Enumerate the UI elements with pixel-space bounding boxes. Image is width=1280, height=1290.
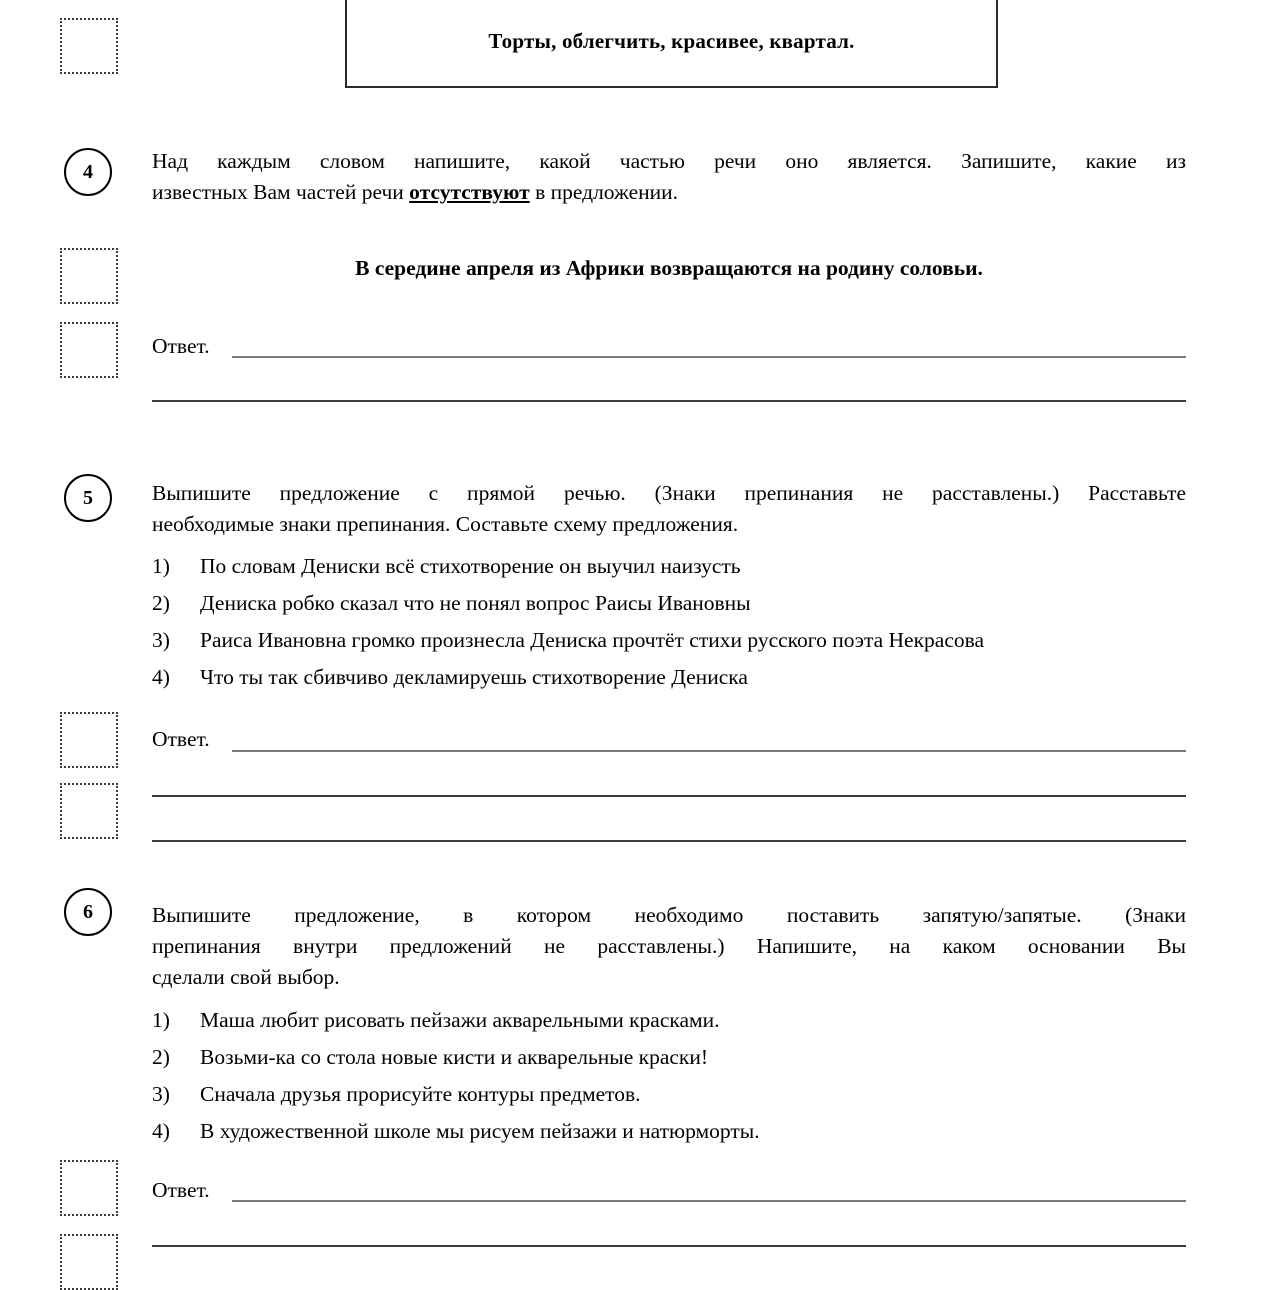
task-4-prompt-line-1: Над каждым словом напишите, какой частью речи оно является. Запишите, какие из [152, 149, 1186, 173]
framed-sentence-text: Торты, облегчить, красивее, квартал. [488, 28, 855, 53]
task-6-option-3[interactable] [152, 1076, 1186, 1113]
task-5-option-1-number: 1) [152, 554, 170, 578]
task-4-prompt-line-2-before: известных Вам частей речи [152, 180, 410, 204]
task-5-option-2[interactable] [152, 585, 1186, 622]
task-6-prompt-line-2: препинания внутри предложений не расставлены.) Напишите, на каком основании Вы [152, 934, 1186, 958]
task-6-option-4[interactable] [152, 1113, 1186, 1150]
task-5-option-3-text: Раиса Ивановна громко произнесла Дениска прочтёт стихи русского поэта Некрасова [200, 628, 985, 652]
task-5-option-1-text: По словам Дениски всё стихотворение он выучил наизусть [200, 554, 741, 578]
task-number-6 [64, 888, 112, 936]
framed-sentence-box [345, 0, 998, 88]
task-6-option-4-text: В художественной школе мы рисуем пейзажи и натюрморты. [200, 1119, 760, 1143]
task-6-option-4-number: 4) [152, 1119, 170, 1143]
task-6-prompt-line-3: сделали свой выбор. [152, 965, 340, 989]
task-5-option-list [152, 548, 1186, 696]
task-5-answer-line-3[interactable] [152, 840, 1186, 842]
task-6-prompt [152, 900, 1186, 993]
score-box-top[interactable] [60, 18, 118, 74]
task-4-prompt-emphasis: отсутствуют [409, 180, 530, 204]
score-box-task4-a[interactable] [60, 248, 118, 304]
task-5-option-4-number: 4) [152, 665, 170, 689]
task-4-answer-line-2[interactable] [152, 400, 1186, 402]
score-box-task5-a[interactable] [60, 712, 118, 768]
task-6-answer-line-1[interactable] [232, 1200, 1186, 1202]
task-4-prompt-line-2-after: в предложении. [529, 180, 679, 204]
task-number-6-label: 6 [83, 900, 93, 923]
task-6-option-1-number: 1) [152, 1008, 170, 1032]
task-5-option-3-number: 3) [152, 628, 170, 652]
task-6-option-3-number: 3) [152, 1082, 170, 1106]
task-5-answer-label: Ответ. [152, 727, 210, 751]
task-6-option-3-text: Сначала друзья прорисуйте контуры предметов. [200, 1082, 641, 1106]
task-4-answer-line-1[interactable] [232, 356, 1186, 358]
task-number-4 [64, 148, 112, 196]
task-6-option-2[interactable] [152, 1039, 1186, 1076]
task-number-5-label: 5 [83, 486, 93, 509]
task-5-option-1[interactable] [152, 548, 1186, 585]
score-box-task5-b[interactable] [60, 783, 118, 839]
task-5-option-2-text: Дениска робко сказал что не понял вопрос Раисы Ивановны [200, 591, 751, 615]
task-5-answer-line-1[interactable] [232, 750, 1186, 752]
task-4-sample-sentence: В середине апреля из Африки возвращаются на родину соловьи. [355, 256, 983, 280]
task-5-option-2-number: 2) [152, 591, 170, 615]
task-5-option-4[interactable] [152, 659, 1186, 696]
task-6-answer-line-2[interactable] [152, 1245, 1186, 1247]
task-6-prompt-line-1: Выпишите предложение, в котором необходимо поставить запятую/запятые. (Знаки [152, 903, 1186, 927]
task-6-option-list [152, 1002, 1186, 1150]
task-6-answer-label: Ответ. [152, 1178, 210, 1202]
task-5-option-3[interactable] [152, 622, 1186, 659]
task-5-prompt [152, 478, 1186, 540]
task-4-prompt-line-2 [152, 177, 1186, 208]
task-6-option-1[interactable] [152, 1002, 1186, 1039]
task-number-4-label: 4 [83, 160, 93, 183]
task-number-5 [64, 474, 112, 522]
score-box-task6-b[interactable] [60, 1234, 118, 1290]
task-6-option-1-text: Маша любит рисовать пейзажи акварельными красками. [200, 1008, 720, 1032]
task-6-option-2-number: 2) [152, 1045, 170, 1069]
score-box-task6-a[interactable] [60, 1160, 118, 1216]
task-5-option-4-text: Что ты так сбивчиво декламируешь стихотворение Дениска [200, 665, 748, 689]
score-box-task4-b[interactable] [60, 322, 118, 378]
task-4-answer-label: Ответ. [152, 334, 210, 358]
task-5-prompt-line-2: необходимые знаки препинания. Составьте схему предложения. [152, 512, 739, 536]
task-4-prompt [152, 146, 1186, 208]
task-5-prompt-line-1: Выпишите предложение с прямой речью. (Знаки препинания не расставлены.) Расставьте [152, 481, 1186, 505]
task-5-answer-line-2[interactable] [152, 795, 1186, 797]
task-6-option-2-text: Возьми-ка со стола новые кисти и акварельные краски! [200, 1045, 709, 1069]
